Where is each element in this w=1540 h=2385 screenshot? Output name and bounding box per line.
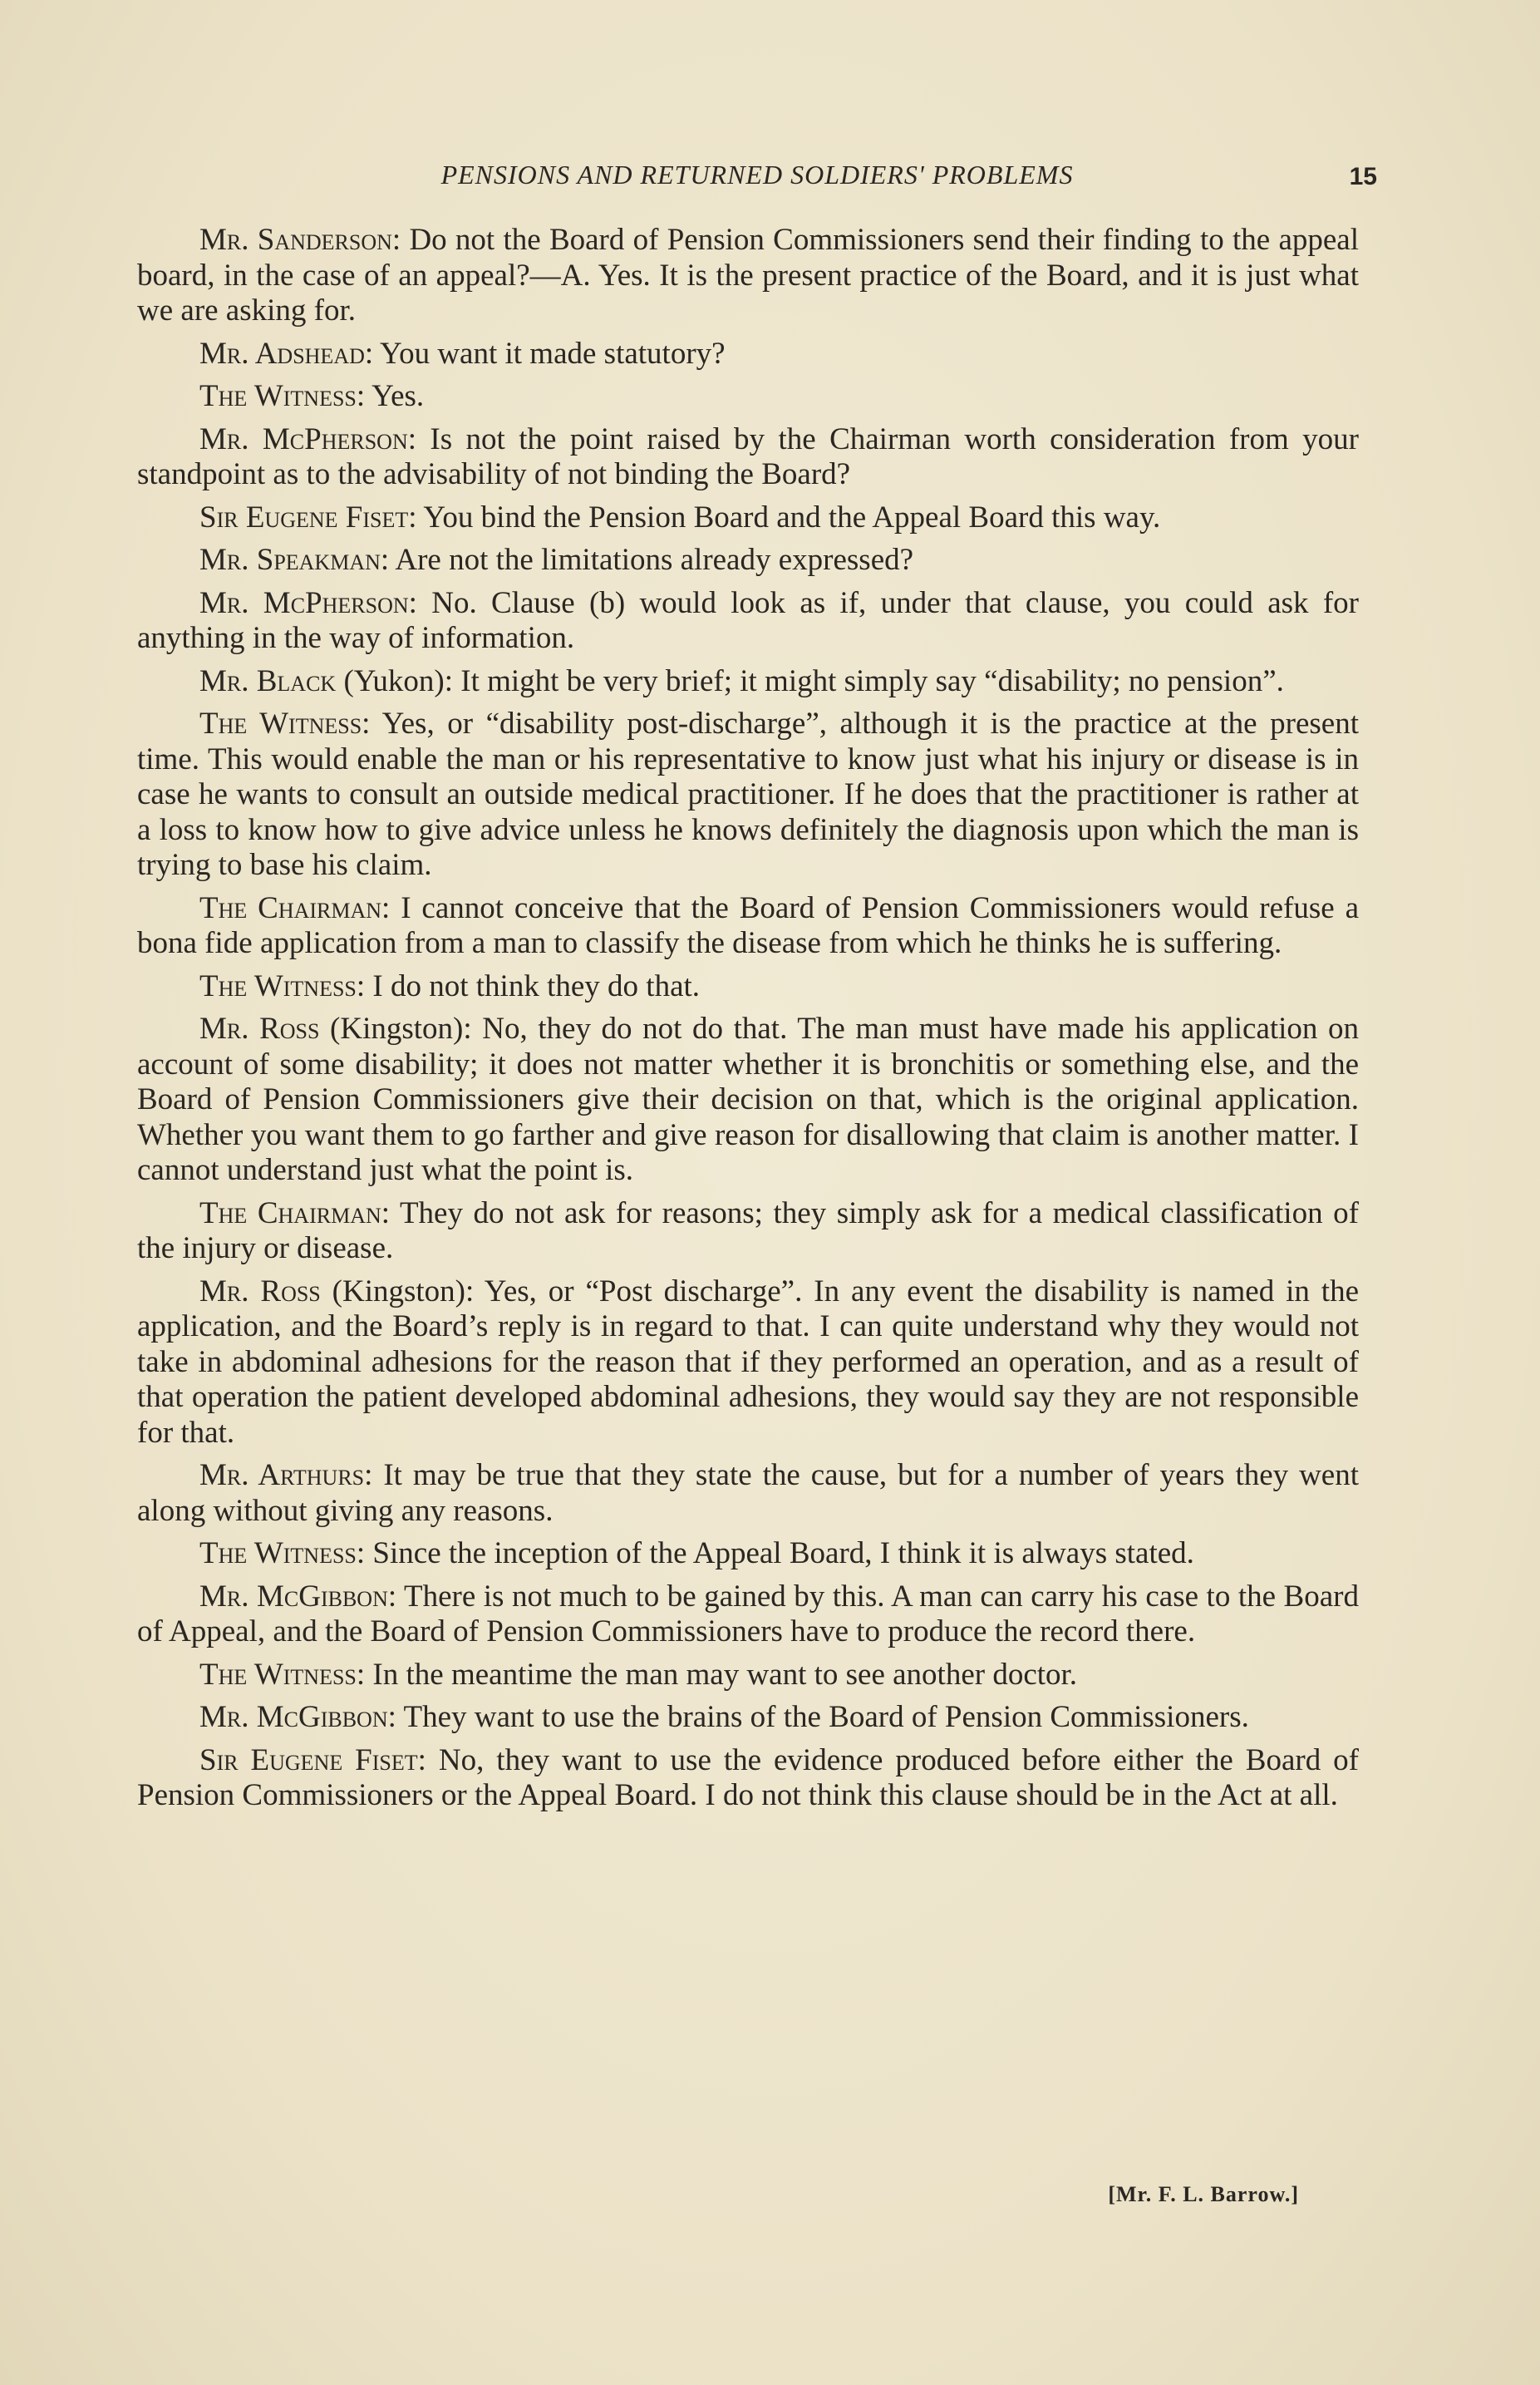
speaker-name: The Chairman: [199, 890, 391, 925]
paragraph [137, 1274, 1359, 1451]
speaker-name: Mr. Arthurs: [199, 1458, 373, 1492]
paragraph-text: You bind the Pension Board and the Appeal Board this way. [423, 500, 1161, 535]
paragraph [137, 1743, 1359, 1814]
paragraph [137, 1458, 1359, 1529]
paragraph-text: No, they want to use the evidence produced before either the Board of Pension Commissioners or the Appeal Board. I do not think this clause should be in the Act at all. [137, 1742, 1359, 1812]
paragraph [137, 1536, 1359, 1572]
speaker-name: Mr. McGibbon: [199, 1700, 396, 1734]
paragraph [137, 1658, 1359, 1693]
paragraph [137, 1700, 1359, 1736]
paragraph-text: (Yukon): It might be very brief; it might simply say “disability; no pension”. [343, 663, 1284, 698]
speaker-name: Mr. McPherson: [199, 421, 417, 456]
paragraph-text: Are not the limitations already expressed? [395, 543, 914, 577]
paragraph-text: You want it made statutory? [380, 336, 726, 371]
speaker-name: Mr. McPherson: [199, 585, 417, 620]
paragraph-text: Since the inception of the Appeal Board, I think it is always stated. [372, 1536, 1194, 1570]
paragraph-text: Do not the Board of Pension Commissioners send their finding to the appeal board, in the case of an appeal?—A. Yes. It is the present practice of the Board, and it is just what we are asking for. [137, 223, 1359, 328]
speaker-name: Sir Eugene Fiset: [199, 500, 417, 535]
paragraph-text: There is not much to be gained by this. A man can carry his case to the Board of Appeal, and the Board of Pension Commissioners have to produce the record there. [137, 1579, 1359, 1648]
paragraph-text: They do not ask for reasons; they simply ask for a medical classification of the injury or disease. [137, 1195, 1359, 1265]
speaker-name: The Witness: [199, 968, 366, 1003]
running-title: PENSIONS AND RETURNED SOLDIERS' PROBLEMS [440, 160, 1074, 190]
paragraph [137, 586, 1359, 657]
paragraph-text: (Kingston): Yes, or “Post discharge”. In any event the disability is named in the application, and the Board’s reply is in regard to that. I can quite understand why they would not take in abdominal adhesions for the reason that if they performed an operation, and as a result of that operation the patient developed abdominal adhesions, they would say they are not responsible for that. [137, 1274, 1359, 1450]
paragraph-text: Yes. [371, 379, 425, 413]
speaker-name: Sir Eugene Fiset: [199, 1742, 426, 1777]
paragraph-text: Is not the point raised by the Chairman worth consideration from your standpoint as to the advisability of not binding the Board? [137, 421, 1359, 491]
paragraph [137, 1012, 1359, 1189]
page-number: 15 [1349, 163, 1377, 190]
speaker-name: The Witness: [199, 379, 366, 413]
paragraph [137, 543, 1359, 579]
paragraph [137, 664, 1359, 700]
paragraph [137, 422, 1359, 493]
paragraph [137, 969, 1359, 1005]
paragraph-text: They want to use the brains of the Board of Pension Commissioners. [403, 1700, 1249, 1734]
footer-note: [Mr. F. L. Barrow.] [1108, 2182, 1299, 2206]
speaker-name: The Witness: [199, 707, 371, 741]
paragraph-text: I cannot conceive that the Board of Pension Commissioners would refuse a bona fide application from a man to classify the disease from which he thinks he is suffering. [137, 890, 1359, 960]
speaker-name: Mr. Sanderson: [199, 223, 401, 257]
speaker-name: The Witness: [199, 1657, 366, 1692]
speaker-name: Mr. McGibbon: [199, 1579, 397, 1614]
paragraph-text: Yes, or “disability post-discharge”, although it is the practice at the present time. This would enable the man or his representative to know just what his injury or disease is in case he wants to consult an outside medical practitioner. If he does that the practitioner is rather at a loss to know how to give advice unless he knows definitely the diagnosis upon which the man is trying to base his claim. [137, 707, 1359, 882]
paragraph [137, 1579, 1359, 1650]
paragraph-text: I do not think they do that. [372, 968, 701, 1003]
paragraph-text: No. Clause (b) would look as if, under that clause, you could ask for anything in the way of information. [137, 585, 1360, 655]
paragraph [137, 500, 1359, 536]
speaker-name: The Chairman: [199, 1195, 391, 1230]
speaker-name: The Witness: [199, 1536, 366, 1570]
paragraph [137, 223, 1359, 329]
speaker-name: Mr. Black [199, 663, 337, 698]
speaker-name: Mr. Ross [199, 1012, 320, 1046]
body-text [137, 223, 1359, 1821]
speaker-name: Mr. Speakman: [199, 543, 390, 577]
speaker-name: Mr. Ross [199, 1274, 321, 1308]
paragraph [137, 1196, 1359, 1267]
speaker-name: Mr. Adshead: [199, 336, 374, 371]
paragraph [137, 337, 1359, 372]
paragraph-text: (Kingston): No, they do not do that. The man must have made his application on account of some disability; it does not matter whether it is bronchitis or something else, and the Board of Pension Commissioners give their decision on that, which is the original application. Whether you want them to go farther and give reason for disallowing that claim is another matter. I cannot understand just what the point is. [137, 1012, 1360, 1187]
paragraph-text: In the meantime the man may want to see another doctor. [372, 1657, 1078, 1692]
paragraph [137, 891, 1359, 962]
paragraph [137, 379, 1359, 415]
paragraph [137, 707, 1359, 884]
running-head [137, 156, 1377, 198]
paragraph-text: It may be true that they state the cause, but for a number of years they went along without giving any reasons. [137, 1458, 1360, 1528]
